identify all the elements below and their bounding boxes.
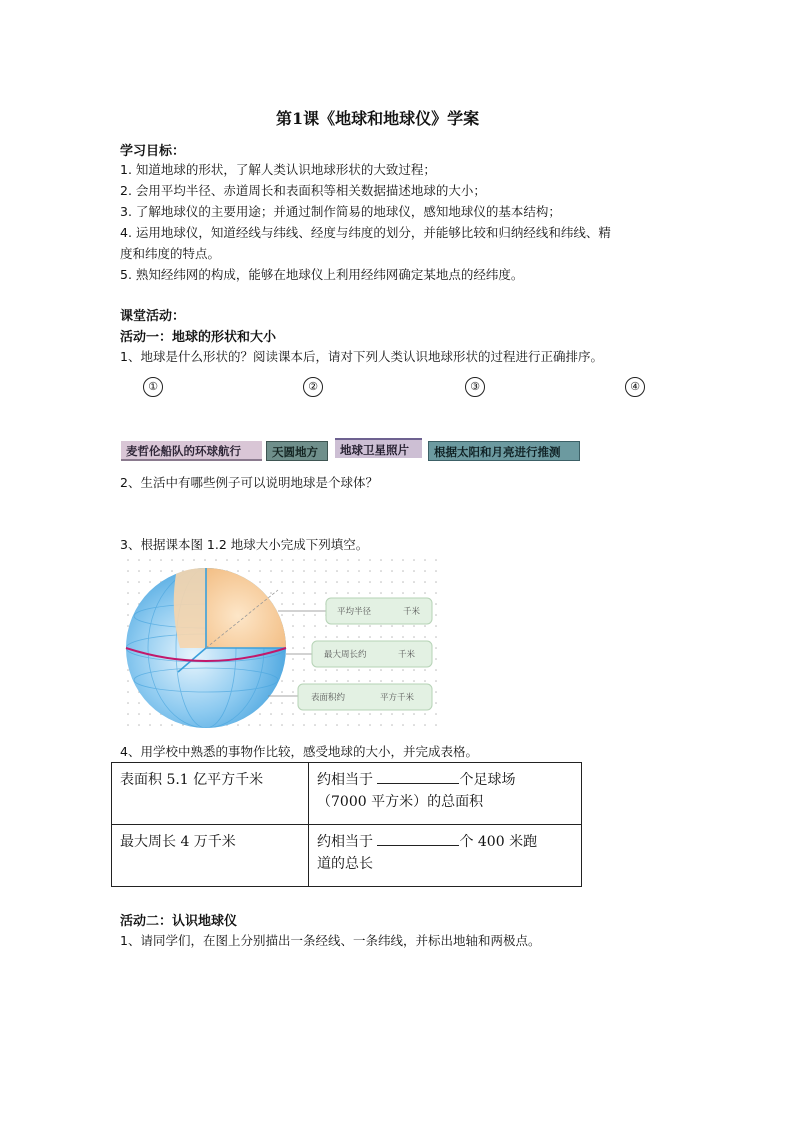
- comparison-table: [111, 762, 582, 887]
- card-round-sky[interactable]: 天圆地方: [266, 441, 328, 461]
- question-3: 3、根据课本图 1.2 地球大小完成下列填空。: [120, 537, 369, 552]
- goal-item-4: 4. 运用地球仪，知道经线与纬线、经度与纬度的划分，并能够比较和归纳经线和纬线、精: [120, 225, 611, 240]
- table-cell: 最大周长 4 万千米: [112, 825, 309, 887]
- answer-blank-fields[interactable]: [377, 769, 459, 784]
- order-mark-3: ③: [465, 377, 485, 397]
- label-radius: 平均半径: [337, 607, 372, 617]
- page-title: 第1课《地球和地球仪》学案: [276, 109, 480, 128]
- card-satellite-photo[interactable]: 地球卫星照片: [335, 438, 422, 458]
- table-row: [112, 825, 582, 887]
- label-circumference-unit: 千米: [398, 650, 416, 660]
- activity-heading: 课堂活动：: [120, 309, 186, 324]
- question-4: 4、用学校中熟悉的事物作比较，感受地球的大小，并完成表格。: [120, 744, 478, 759]
- table-row: [112, 763, 582, 825]
- goal-item-3: 3. 了解地球仪的主要用途；并通过制作简易的地球仪，感知地球仪的基本结构；: [120, 204, 561, 219]
- answer-blank-laps[interactable]: [377, 831, 459, 846]
- card-sun-moon[interactable]: 根据太阳和月亮进行推测: [428, 441, 580, 461]
- order-mark-1: ①: [143, 377, 163, 397]
- activity-two-question-1: 1、请同学们，在图上分别描出一条经线、一条纬线，并标出地轴和两极点。: [120, 933, 541, 948]
- goal-item-1: 1. 知道地球的形状，了解人类认识地球形状的大致过程；: [120, 162, 436, 177]
- goal-item-5: 5. 熟知经纬网的构成，能够在地球仪上利用经纬网确定某地点的经纬度。: [120, 267, 524, 282]
- label-area-unit: 平方千米: [380, 693, 415, 703]
- table-cell: 约相当于 个足球场 （7000 平方米）的总面积: [309, 763, 582, 825]
- label-circumference: 最大周长约: [324, 650, 367, 660]
- activity-one-heading: 活动一：地球的形状和大小: [120, 330, 277, 345]
- table-cell: 约相当于 个 400 米跑 道的总长: [309, 825, 582, 887]
- goal-item-2: 2. 会用平均半径、赤道周长和表面积等相关数据描述地球的大小；: [120, 183, 486, 198]
- globe-cutaway: [206, 568, 286, 648]
- card-magellan[interactable]: 麦哲伦船队的环球航行: [121, 441, 262, 461]
- goal-item-4-cont: 度和纬度的特点。: [120, 246, 221, 261]
- activity-two-heading: 活动二：认识地球仪: [120, 914, 238, 929]
- order-mark-2: ②: [303, 377, 323, 397]
- order-mark-4: ④: [625, 377, 645, 397]
- goals-heading: 学习目标：: [120, 144, 186, 159]
- table-cell: 表面积 5.1 亿平方千米: [112, 763, 309, 825]
- question-1: 1、地球是什么形状的？阅读课本后，请对下列人类认识地球形状的过程进行正确排序。: [120, 349, 603, 364]
- globe-figure: [118, 556, 444, 736]
- label-radius-unit: 千米: [403, 607, 421, 617]
- question-2: 2、生活中有哪些例子可以说明地球是个球体？: [120, 475, 378, 490]
- label-area: 表面积约: [311, 693, 346, 703]
